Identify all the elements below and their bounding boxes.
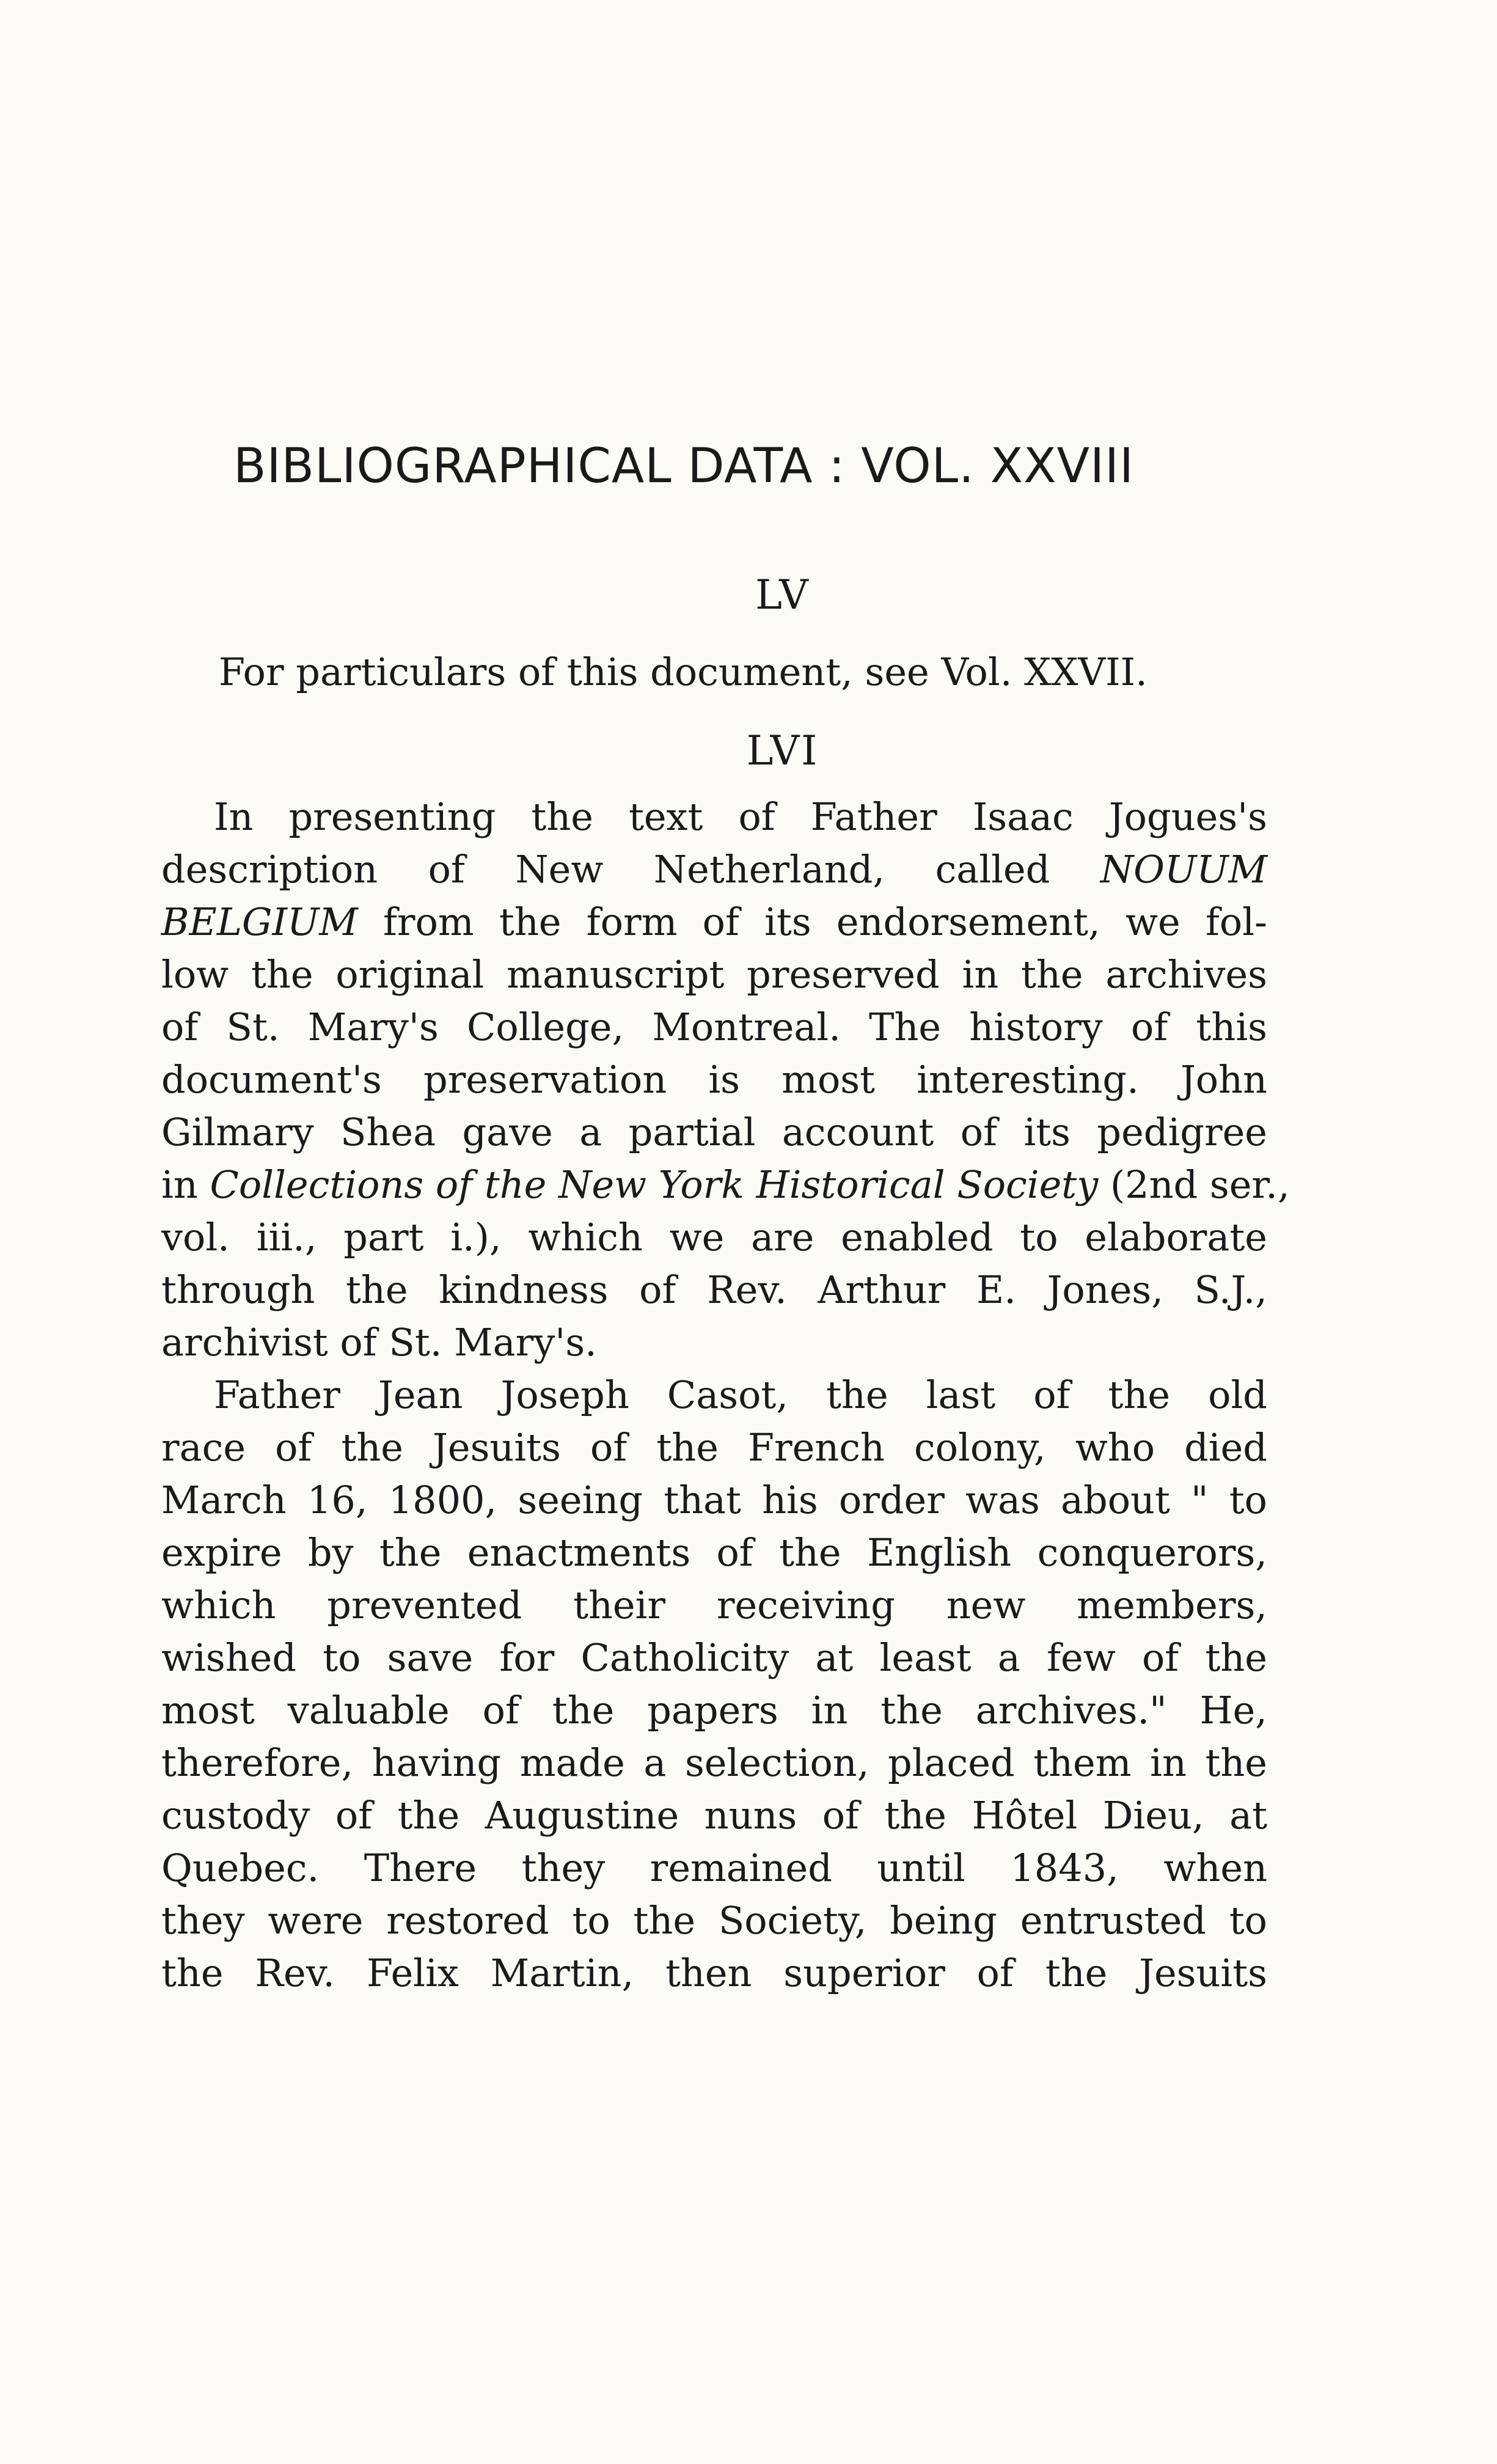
- text-line: most valuable of the papers in the archives." He,: [161, 1688, 1267, 1733]
- text-line: archivist of St. Mary's.: [161, 1320, 597, 1365]
- text-line: March 16, 1800, seeing that his order was about " to: [161, 1478, 1267, 1522]
- text-line: race of the Jesuits of the French colony, who died: [161, 1425, 1267, 1470]
- text-segment: in: [161, 1162, 198, 1207]
- text-line: wished to save for Catholicity at least a few of the: [161, 1635, 1267, 1680]
- text-line: [161, 900, 1267, 944]
- section-lv-text: For particulars of this document, see Vol. XXVII.: [219, 650, 1147, 694]
- text-line: In presenting the text of Father Isaac Jogues's: [214, 794, 1267, 839]
- section-heading-lv: LV: [755, 571, 810, 618]
- text-line: Father Jean Joseph Casot, the last of the old: [214, 1373, 1267, 1417]
- italic-title: BELGIUM: [161, 900, 358, 944]
- text-line: custody of the Augustine nuns of the Hôtel Dieu, at: [161, 1793, 1267, 1838]
- text-line: document's preservation is most interesting. John: [161, 1057, 1267, 1102]
- text-segment: description of New Netherland, called: [161, 847, 1050, 892]
- text-line: [161, 1162, 1290, 1207]
- text-line: expire by the enactments of the English conquerors,: [161, 1530, 1267, 1575]
- text-segment: (2nd ser.,: [1110, 1162, 1290, 1207]
- text-line: of St. Mary's College, Montreal. The history of this: [161, 1005, 1267, 1049]
- text-segment: from the form of its endorsement, we fol-: [382, 900, 1267, 944]
- italic-title: NOUUM: [1100, 847, 1267, 892]
- text-line: Gilmary Shea gave a partial account of its pedigree: [161, 1110, 1267, 1154]
- text-line: the Rev. Felix Martin, then superior of the Jesuits: [161, 1951, 1267, 1995]
- text-line: [161, 847, 1267, 892]
- text-line: vol. iii., part i.), which we are enabled to elaborate: [161, 1215, 1267, 1260]
- page-header: BIBLIOGRAPHICAL DATA : VOL. XXVIII: [233, 439, 1134, 494]
- text-line: therefore, having made a selection, placed them in the: [161, 1740, 1267, 1785]
- text-line: Quebec. There they remained until 1843, when: [161, 1846, 1267, 1890]
- text-line: they were restored to the Society, being entrusted to: [161, 1898, 1267, 1943]
- section-heading-lvi: LVI: [746, 727, 819, 774]
- text-line: which prevented their receiving new members,: [161, 1583, 1267, 1627]
- text-line: through the kindness of Rev. Arthur E. Jones, S.J.,: [161, 1267, 1267, 1312]
- italic-title: Collections of the New York Historical Society: [210, 1162, 1099, 1207]
- text-line: low the original manuscript preserved in the archives: [161, 952, 1267, 997]
